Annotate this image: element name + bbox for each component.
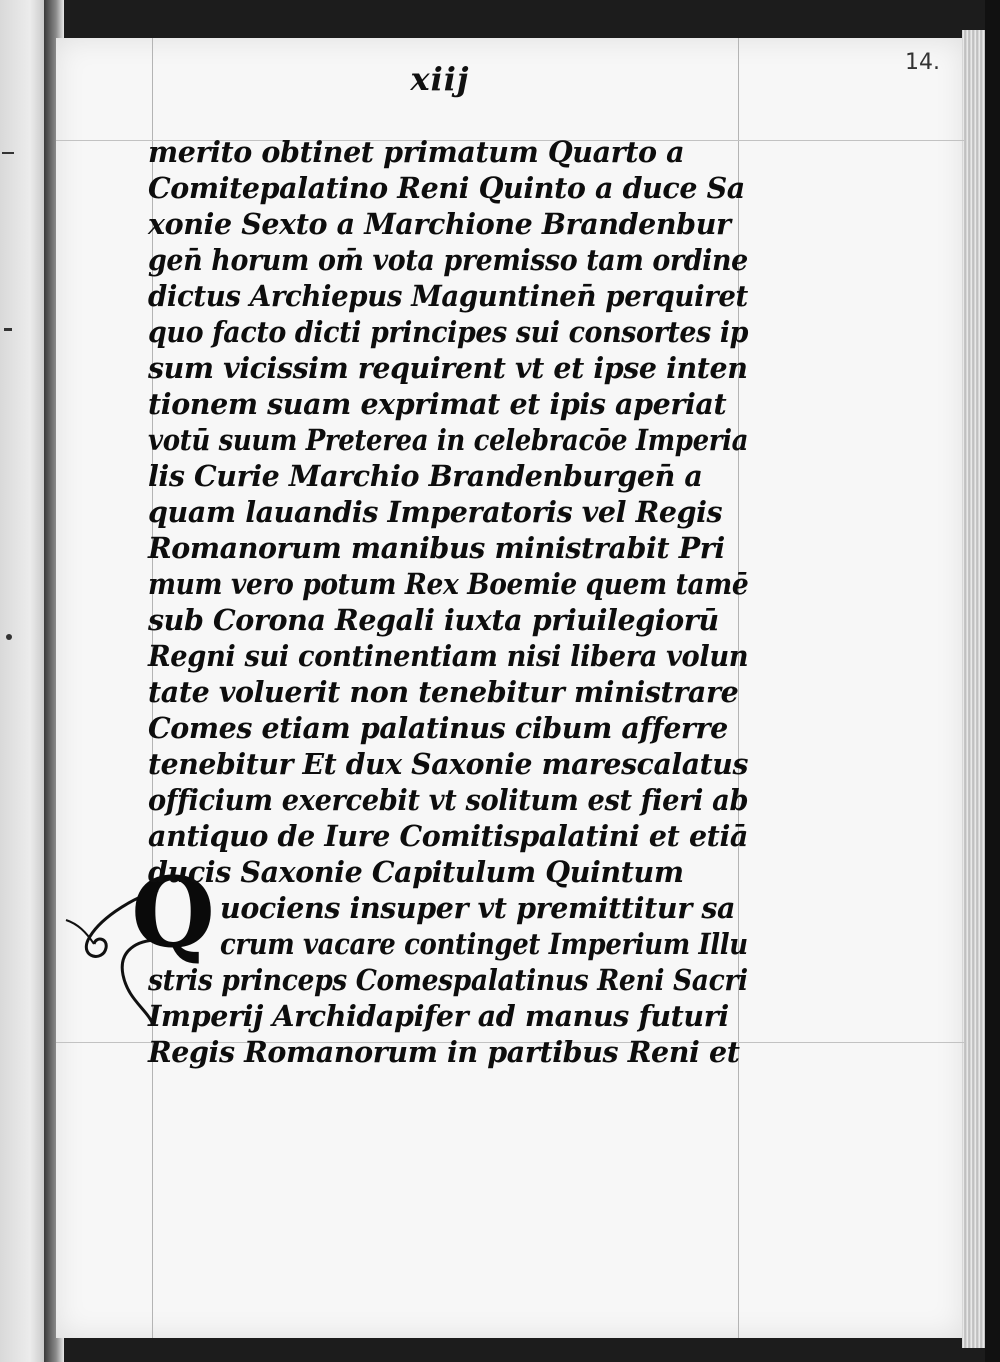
text-line: Regis Romanorum in partibus Reni et [148,1035,740,1069]
text-line: quam lauandis Imperatoris vel Regis [148,495,723,529]
text-line: dictus Archiepus Maguntinen̄ perquiret [148,279,748,313]
text-line: lis Curie Marchio Brandenburgen̄ a [148,459,703,493]
text-line: Comes etiam palatinus cibum afferre [148,711,728,745]
text-line: Imperij Archidapifer ad manus futuri [148,999,729,1033]
text-line: xonie Sexto a Marchione Brandenbur [148,207,731,241]
text-line: votū suum Preterea in celebracōe Imperia [148,423,749,457]
text-line: Romanorum manibus ministrabit Pri [148,531,725,565]
text-line: gen̄ horum om̄ vota premisso tam ordine [148,243,748,277]
text-line: stris princeps Comespalatinus Reni Sacri [148,963,748,997]
facing-page-mark [2,152,14,154]
decorated-initial: Q [131,856,215,969]
text-line: sub Corona Regali iuxta priuilegiorū [148,603,719,637]
text-line: merito obtinet primatum Quarto a [148,135,685,169]
text-line: tenebitur Et dux Saxonie marescalatus [148,747,748,781]
facing-page-mark [6,634,12,640]
chapter-numeral: xiij [410,60,470,98]
text-line: crum vacare continget Imperium Illu [220,927,748,961]
text-line: tionem suam exprimat et ipis aperiat [148,387,727,421]
text-line: Regni sui continentiam nisi libera volun [148,639,749,673]
text-line: mum vero potum Rex Boemie quem tamē [148,567,749,601]
text-line: uociens insuper vt premittitur sa [220,891,736,925]
text-line: quo facto dicti principes sui consortes ip [148,315,749,349]
text-line: officium exercebit vt solitum est fieri ab [148,783,749,817]
text-line: tate voluerit non tenebitur ministrare [148,675,739,709]
right-dark-edge [985,0,1000,1362]
folio-number: 14. [905,50,940,75]
facing-page-edge [0,0,50,1362]
text-line: sum vicissim requirent vt et ipse inten [148,351,748,385]
text-line: Comitepalatino Reni Quinto a duce Sa [148,171,745,205]
text-line: antiquo de Iure Comitispalatini et etiā [148,819,748,853]
facing-page-mark [4,328,12,331]
text-line: ducis Saxonie Capitulum Quintum [148,855,684,889]
